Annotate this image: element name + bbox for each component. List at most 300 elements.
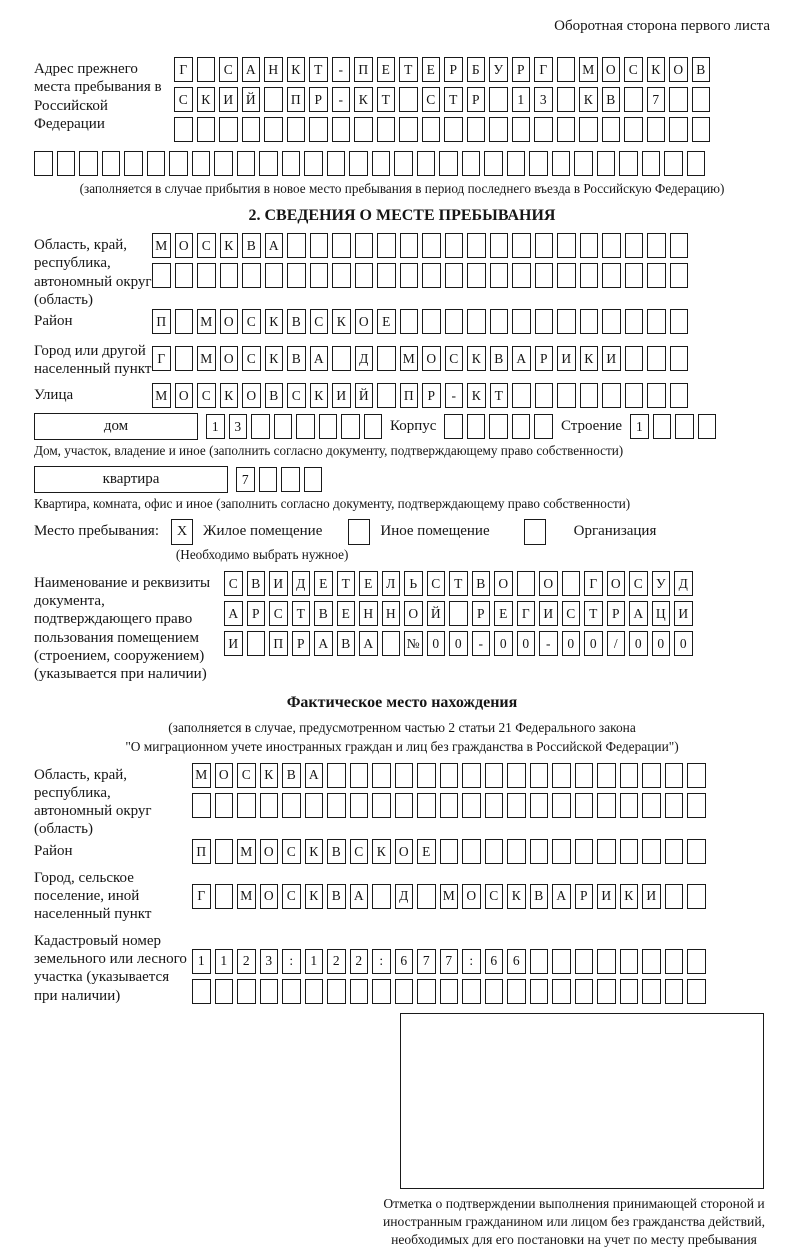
char-box	[395, 793, 414, 818]
city-label: Город или другой населенный пункт	[34, 343, 152, 378]
stay-type-checkbox-other	[348, 519, 370, 545]
char-box	[620, 763, 639, 788]
char-box	[377, 346, 396, 371]
char-box	[287, 117, 306, 142]
char-box: С	[624, 57, 643, 82]
char-box: Ц	[652, 601, 671, 626]
char-box	[580, 309, 599, 334]
char-box	[507, 793, 526, 818]
char-box	[512, 309, 531, 334]
char-box: Е	[337, 601, 356, 626]
char-box	[557, 309, 576, 334]
char-box	[620, 839, 639, 864]
char-box	[169, 151, 188, 176]
document-block	[34, 571, 770, 684]
char-row	[152, 346, 688, 371]
char-box: Е	[359, 571, 378, 596]
page-header: Оборотная сторона первого листа	[554, 18, 770, 34]
char-box: М	[192, 763, 211, 788]
char-box	[575, 793, 594, 818]
char-box	[287, 263, 306, 288]
char-box: 1	[192, 949, 211, 974]
char-box: И	[642, 884, 661, 909]
char-box	[625, 263, 644, 288]
char-box	[625, 383, 644, 408]
char-box: Ь	[404, 571, 423, 596]
char-box: М	[152, 233, 171, 258]
char-box	[534, 117, 553, 142]
char-box	[625, 346, 644, 371]
char-box: С	[350, 839, 369, 864]
char-box	[260, 793, 279, 818]
actual-city-block	[34, 869, 770, 924]
char-box: С	[197, 383, 216, 408]
char-box	[350, 979, 369, 1004]
char-box	[377, 117, 396, 142]
char-box: С	[269, 601, 288, 626]
char-box: В	[602, 87, 621, 112]
char-box: К	[580, 346, 599, 371]
char-box: Г	[534, 57, 553, 82]
char-box	[552, 949, 571, 974]
char-box: В	[490, 346, 509, 371]
char-box	[462, 151, 481, 176]
char-box	[687, 839, 706, 864]
char-box	[670, 263, 689, 288]
actual-district-label: Район	[34, 842, 73, 859]
char-box	[580, 263, 599, 288]
char-box	[669, 87, 688, 112]
char-box	[687, 884, 706, 909]
char-box	[197, 57, 216, 82]
char-box	[341, 414, 360, 439]
char-box: О	[539, 571, 558, 596]
char-box	[624, 117, 643, 142]
char-box	[305, 793, 324, 818]
char-box	[377, 383, 396, 408]
char-box: П	[192, 839, 211, 864]
char-box	[304, 467, 323, 492]
char-box	[237, 151, 256, 176]
char-box: Н	[264, 57, 283, 82]
char-row	[192, 884, 706, 909]
char-box: М	[197, 346, 216, 371]
char-box	[597, 763, 616, 788]
char-box: Л	[382, 571, 401, 596]
char-box: И	[539, 601, 558, 626]
char-box: -	[332, 57, 351, 82]
char-box: В	[282, 763, 301, 788]
char-box	[354, 117, 373, 142]
char-box: М	[237, 839, 256, 864]
char-box: Т	[399, 57, 418, 82]
char-row	[192, 763, 706, 788]
char-box: К	[265, 309, 284, 334]
char-box: 0	[494, 631, 513, 656]
char-box	[647, 263, 666, 288]
char-box	[364, 414, 383, 439]
char-box: 0	[674, 631, 693, 656]
char-box: 2	[350, 949, 369, 974]
char-box	[624, 87, 643, 112]
char-box	[399, 87, 418, 112]
char-box: :	[462, 949, 481, 974]
char-box: Р	[575, 884, 594, 909]
char-box	[445, 263, 464, 288]
house-number-cells	[206, 414, 382, 439]
char-box: С	[282, 884, 301, 909]
char-box: Т	[337, 571, 356, 596]
char-box: О	[220, 309, 239, 334]
char-box: О	[355, 309, 374, 334]
char-box: 0	[652, 631, 671, 656]
char-box: Т	[377, 87, 396, 112]
char-box	[557, 383, 576, 408]
char-box: А	[359, 631, 378, 656]
char-box: Й	[242, 87, 261, 112]
char-box: О	[404, 601, 423, 626]
char-box: С	[282, 839, 301, 864]
char-box: Р	[292, 631, 311, 656]
char-box	[309, 117, 328, 142]
char-box	[485, 839, 504, 864]
char-box: А	[265, 233, 284, 258]
char-box: Й	[427, 601, 446, 626]
char-box: С	[310, 309, 329, 334]
char-box: Р	[309, 87, 328, 112]
char-box	[282, 793, 301, 818]
char-box	[310, 263, 329, 288]
actual-location-title: Фактическое место нахождения	[286, 693, 518, 711]
char-box	[332, 346, 351, 371]
char-box	[642, 793, 661, 818]
char-box	[102, 151, 121, 176]
char-box: Г	[152, 346, 171, 371]
char-box	[282, 151, 301, 176]
char-box	[422, 309, 441, 334]
house-row	[34, 413, 770, 440]
char-box	[665, 839, 684, 864]
apartment-row	[34, 466, 770, 493]
char-box	[647, 117, 666, 142]
char-box: :	[372, 949, 391, 974]
stroenie-cells	[630, 414, 716, 439]
char-box	[535, 263, 554, 288]
char-box: -	[539, 631, 558, 656]
char-box	[417, 884, 436, 909]
char-box: В	[337, 631, 356, 656]
char-box: Е	[314, 571, 333, 596]
char-box	[557, 57, 576, 82]
char-box	[642, 979, 661, 1004]
char-box	[214, 151, 233, 176]
char-box: С	[224, 571, 243, 596]
char-box: О	[175, 383, 194, 408]
char-box	[534, 414, 553, 439]
char-box: 6	[485, 949, 504, 974]
char-box	[467, 309, 486, 334]
char-box	[507, 839, 526, 864]
char-box	[400, 233, 419, 258]
char-box: А	[242, 57, 261, 82]
char-box	[445, 233, 464, 258]
char-box	[575, 979, 594, 1004]
char-box: В	[314, 601, 333, 626]
char-box	[507, 151, 526, 176]
char-box: Г	[584, 571, 603, 596]
char-box: С	[445, 346, 464, 371]
char-box: С	[197, 233, 216, 258]
char-box	[670, 309, 689, 334]
char-box	[489, 117, 508, 142]
char-box	[647, 309, 666, 334]
char-box: А	[305, 763, 324, 788]
char-box: И	[269, 571, 288, 596]
char-box: В	[530, 884, 549, 909]
char-box	[665, 793, 684, 818]
char-box	[264, 117, 283, 142]
char-box: В	[287, 346, 306, 371]
street-block	[34, 383, 770, 413]
char-box	[175, 263, 194, 288]
char-box	[485, 763, 504, 788]
char-box	[530, 949, 549, 974]
char-box: О	[215, 763, 234, 788]
korpus-label: Корпус	[390, 417, 437, 434]
char-box	[602, 263, 621, 288]
char-box: №	[404, 631, 423, 656]
char-box: К	[260, 763, 279, 788]
char-box: 7	[417, 949, 436, 974]
char-box	[670, 383, 689, 408]
char-box	[259, 467, 278, 492]
char-box	[417, 979, 436, 1004]
char-box	[490, 263, 509, 288]
char-box	[557, 233, 576, 258]
char-box: Е	[494, 601, 513, 626]
char-box: 1	[206, 414, 225, 439]
char-box	[242, 117, 261, 142]
char-box	[664, 151, 683, 176]
char-box	[692, 87, 711, 112]
char-box	[517, 571, 536, 596]
char-box: Е	[377, 57, 396, 82]
char-box	[507, 763, 526, 788]
char-box: Р	[472, 601, 491, 626]
char-box	[400, 263, 419, 288]
prev-address-note: (заполняется в случае прибытия в новое место пребывания в период последнего въезда в Российскую Федерацию)	[79, 181, 725, 196]
char-box	[372, 884, 391, 909]
char-box: Т	[309, 57, 328, 82]
char-box: С	[629, 571, 648, 596]
char-box: М	[440, 884, 459, 909]
stamp-caption: Отметка о подтверждении выполнения принимающей стороной и иностранным гражданином или лицом без гражданства действий, необходимых для его постановки на учет по месту пребывания	[383, 1195, 765, 1247]
char-box: Р	[422, 383, 441, 408]
char-box: В	[472, 571, 491, 596]
stamp-area	[34, 1013, 770, 1248]
char-box: М	[579, 57, 598, 82]
char-box	[670, 346, 689, 371]
char-box: Р	[607, 601, 626, 626]
char-box: А	[552, 884, 571, 909]
char-box: С	[219, 57, 238, 82]
char-box	[152, 263, 171, 288]
district-block	[34, 309, 770, 339]
char-box	[670, 233, 689, 258]
char-box	[512, 383, 531, 408]
char-box	[242, 263, 261, 288]
house-type-box: дом	[34, 413, 198, 440]
char-box	[512, 263, 531, 288]
char-box	[422, 263, 441, 288]
char-box	[484, 151, 503, 176]
char-box	[619, 151, 638, 176]
char-row	[152, 383, 688, 408]
char-box: К	[305, 839, 324, 864]
char-box	[530, 763, 549, 788]
char-box	[512, 414, 531, 439]
char-box	[377, 233, 396, 258]
actual-region-block	[34, 763, 770, 839]
char-box: О	[260, 839, 279, 864]
actual-district-block	[34, 839, 770, 869]
char-box	[215, 793, 234, 818]
char-box: О	[175, 233, 194, 258]
char-box	[372, 151, 391, 176]
stay-type-option-residential: Жилое помещение	[203, 523, 323, 540]
char-box	[247, 631, 266, 656]
char-box	[260, 979, 279, 1004]
char-box	[602, 233, 621, 258]
char-box	[625, 309, 644, 334]
char-box	[467, 117, 486, 142]
char-box: А	[314, 631, 333, 656]
char-box: 6	[507, 949, 526, 974]
char-box	[687, 979, 706, 1004]
char-box: -	[472, 631, 491, 656]
char-box	[251, 414, 270, 439]
char-box: К	[467, 383, 486, 408]
char-box: В	[265, 383, 284, 408]
char-box	[620, 979, 639, 1004]
char-box: И	[219, 87, 238, 112]
char-box	[602, 117, 621, 142]
char-box	[575, 949, 594, 974]
char-box: Е	[422, 57, 441, 82]
char-box	[552, 151, 571, 176]
char-box	[580, 383, 599, 408]
char-box	[327, 793, 346, 818]
char-box: С	[422, 87, 441, 112]
char-box: К	[305, 884, 324, 909]
char-box: 1	[215, 949, 234, 974]
char-box: -	[445, 383, 464, 408]
char-box	[485, 793, 504, 818]
char-box: Т	[584, 601, 603, 626]
char-box	[620, 949, 639, 974]
char-box	[535, 309, 554, 334]
char-box: Й	[355, 383, 374, 408]
char-box: К	[310, 383, 329, 408]
char-box	[264, 87, 283, 112]
char-box	[490, 233, 509, 258]
char-box: Р	[467, 87, 486, 112]
char-box: К	[467, 346, 486, 371]
char-box: В	[242, 233, 261, 258]
char-box	[57, 151, 76, 176]
char-box: К	[265, 346, 284, 371]
stay-type-checkbox-residential: X	[171, 519, 193, 545]
char-box	[692, 117, 711, 142]
char-box	[287, 233, 306, 258]
char-box: К	[287, 57, 306, 82]
char-box	[535, 233, 554, 258]
apartment-caption: Квартира, комната, офис и иное (заполнить согласно документу, подтверждающему право собственности)	[34, 495, 631, 511]
char-box	[349, 151, 368, 176]
char-box: К	[197, 87, 216, 112]
char-box: П	[287, 87, 306, 112]
char-box: В	[327, 884, 346, 909]
char-box	[399, 117, 418, 142]
char-box	[237, 979, 256, 1004]
char-box	[562, 571, 581, 596]
char-box: С	[242, 309, 261, 334]
char-box	[439, 151, 458, 176]
char-box	[265, 263, 284, 288]
char-box: 2	[237, 949, 256, 974]
char-box	[467, 414, 486, 439]
char-box	[485, 979, 504, 1004]
char-box	[79, 151, 98, 176]
char-box	[665, 949, 684, 974]
char-box	[665, 979, 684, 1004]
char-box: О	[669, 57, 688, 82]
char-box: :	[282, 949, 301, 974]
char-box	[467, 263, 486, 288]
char-box	[462, 979, 481, 1004]
char-box: К	[332, 309, 351, 334]
char-box	[557, 87, 576, 112]
char-box: П	[269, 631, 288, 656]
char-row	[192, 839, 706, 864]
char-box: С	[485, 884, 504, 909]
stay-type-note: (Необходимо выбрать нужное)	[175, 546, 349, 562]
char-box: 0	[427, 631, 446, 656]
stamp-box	[400, 1013, 764, 1189]
char-box	[34, 151, 53, 176]
char-box	[530, 979, 549, 1004]
char-box	[372, 979, 391, 1004]
prev-address-block	[34, 57, 770, 147]
char-box: К	[220, 383, 239, 408]
char-box: 6	[395, 949, 414, 974]
char-box	[332, 117, 351, 142]
char-box	[350, 763, 369, 788]
char-box	[215, 979, 234, 1004]
char-row	[192, 793, 706, 818]
char-box	[675, 414, 694, 439]
char-box	[220, 263, 239, 288]
char-box	[687, 793, 706, 818]
char-row	[174, 117, 710, 142]
char-row-overflow	[34, 151, 770, 176]
stroenie-label: Строение	[560, 417, 623, 434]
stay-type-label: Место пребывания:	[34, 523, 159, 540]
char-box	[579, 117, 598, 142]
char-box: Е	[417, 839, 436, 864]
char-box: О	[494, 571, 513, 596]
char-box: 0	[517, 631, 536, 656]
